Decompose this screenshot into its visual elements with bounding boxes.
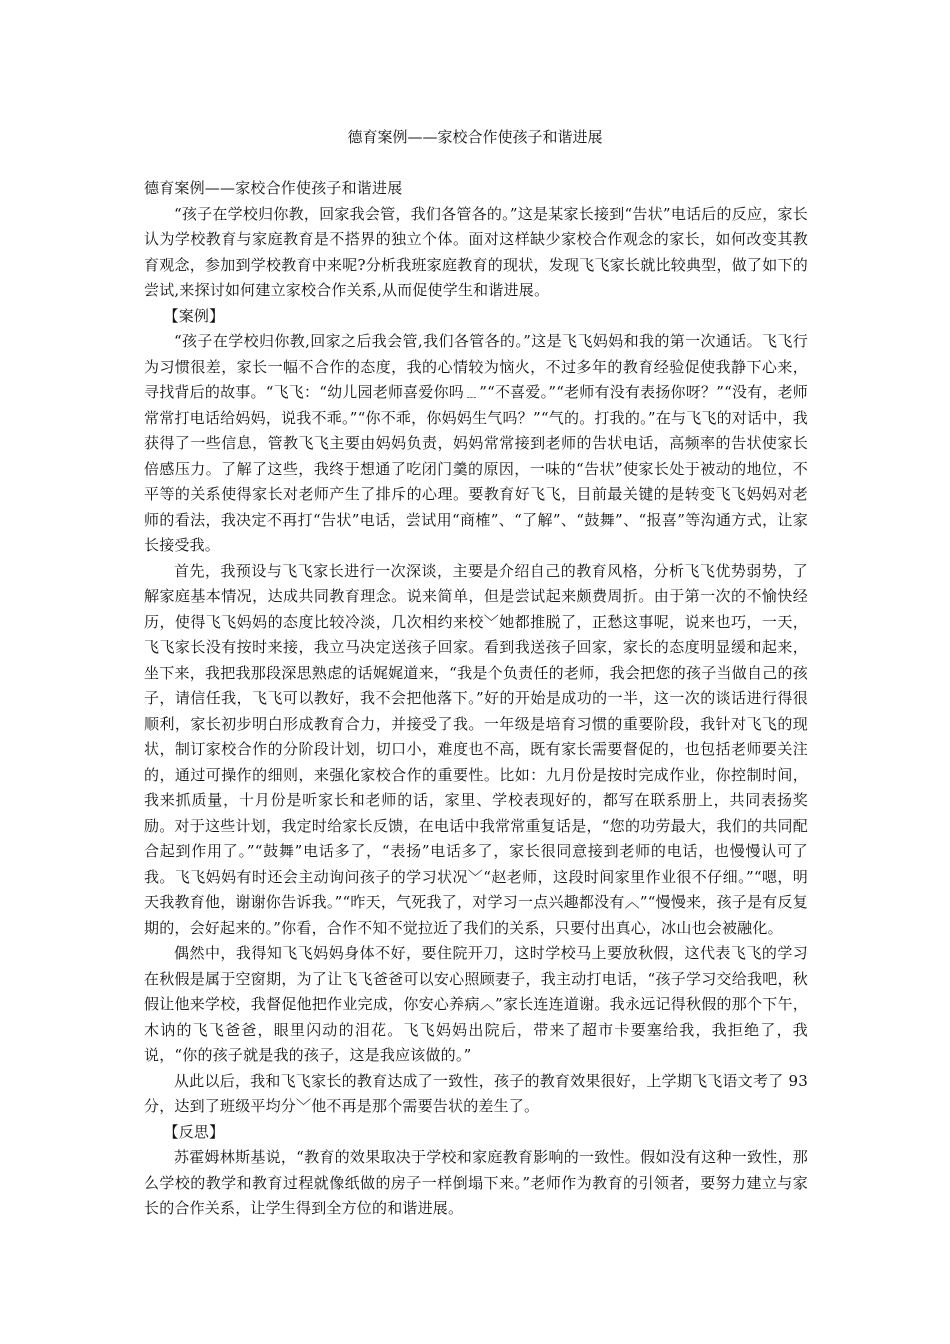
case-paragraph-2: 首先，我预设与飞飞家长进行一次深谈，主要是介绍自己的教育风格，分析飞飞优势弱势，了解家庭基本情况，达成共同教育理念。说来简单，但是尝试起来颇费周折。由于第一次的不愉快经历，使得飞飞妈妈的态度比较冷淡，几次相约来校﹀她都推脱了，正愁这事呢，说来也巧，一天，飞飞家长没有按时来接，我立马决定送孩子回家。看到我送孩子回家，家长的态度明显缓和起来，坐下来，我把我那段深思熟虑的话娓娓道来，“我是个负责任的老师，我会把您的孩子当做自己的孩子，请信任我，飞飞可以教好，我不会把他落下。”好的开始是成功的一半，这一次的谈话进行得很顺利，家长初步明白形成教育合力，并接受了我。一年级是培育习惯的重要阶段，我针对飞飞的现状，制订家校合作的分阶段计划，切口小，难度也不高，既有家长需要督促的，也包括老师要关注的，通过可操作的细则，来强化家校合作的重要性。比如：九月份是按时完成作业，你控制时间，我来抓质量，十月份是听家长和老师的话，家里、学校表现好的，都写在联系册上，共同表扬奖励。对于这些计划，我定时给家长反馈，在电话中我常常重复话是，“您的功劳最大，我们的共同配合起到作用了。”“鼓舞”电话多了，“表扬”电话多了，家长很同意接到老师的电话，也慢慢认可了我。飞飞妈妈有时还会主动询问孩子的学习状况﹀“赵老师，这段时间家里作业很不仔细。”“嗯，明天我教育他，谢谢你告诉我。”“昨天，气死我了，对学习一点兴趣都没有︿”“慢慢来，孩子是有反复期的，会好起来的。”你看，合作不知不觉拉近了我们的关系，只要付出真心，冰山也会被融化。 — [144, 561, 808, 937]
document-subtitle: 德育案例——家校合作使孩子和谐进展 — [144, 179, 403, 197]
case-paragraph-4: 从此以后，我和飞飞家长的教育达成了一致性，孩子的教育效果很好，上学期飞飞语文考了 93 分，达到了班级平均分﹀他不再是那个需要告状的差生了。 — [144, 1071, 808, 1115]
reflection-heading: 【反思】 — [163, 1122, 225, 1141]
page-title: 德育案例——家校合作使孩子和谐进展 — [347, 128, 603, 146]
document-body — [144, 176, 808, 1222]
case-paragraph-1: “孩子在学校归你教,回家之后我会管,我们各管各的。”这是飞飞妈妈和我的第一次通话。飞飞行为习惯很差，家长一幅不合作的态度，我的心情较为恼火，不过多年的教育经验促使我静下心来，寻找背后的故事。“飞飞：“幼儿园老师喜爱你吗﹍”“不喜爱。”“老师有没有表扬你呀？”“没有，老师常常打电话给妈妈，说我不乖。”“你不乖，你妈妈生气吗？”“气的。打我的。”在与飞飞的对话中，我获得了一些信息，管教飞飞主要由妈妈负责，妈妈常常接到老师的告状电话，高频率的告状使家长倍感压力。了解了这些，我终于想通了吃闭门羹的原因，一味的“告状”使家长处于被动的地位，不平等的关系使得家长对老师产生了排斥的心理。要教育好飞飞，目前最关键的是转变飞飞妈妈对老师的看法，我决定不再打“告状”电话，尝试用“商榷”、“了解”、“鼓舞”、“报喜”等沟通方式，让家长接受我。 — [144, 332, 808, 554]
case-paragraph-3: 偶然中，我得知飞飞妈妈身体不好，要住院开刀，这时学校马上要放秋假，这代表飞飞的学习在秋假是属于空窗期，为了让飞飞爸爸可以安心照顾妻子，我主动打电话，“孩子学习交给我吧，秋假让他来学校，我督促他把作业完成，你安心养病︿”家长连连道谢。我永远记得秋假的那个下午，木讷的飞飞爸爸，眼里闪动的泪花。飞飞妈妈出院后，带来了超市卡要塞给我，我拒绝了，我说，“你的孩子就是我的孩子，这是我应该做的。” — [144, 944, 808, 1064]
reflection-paragraph: 苏霍姆林斯基说，“教育的效果取决于学校和家庭教育影响的一致性。假如没有这种一致性，那么学校的教学和教育过程就像纸做的房子一样倒塌下来。”老师作为教育的引领者，要努力建立与家长的合作关系，让学生得到全方位的和谐进展。 — [144, 1148, 808, 1217]
intro-paragraph: “孩子在学校归你教，回家我会管，我们各管各的。”这是某家长接到“告状”电话后的反应，家长认为学校教育与家庭教育是不搭界的独立个体。面对这样缺少家校合作观念的家长，如何改变其教育观念，参加到学校教育中来呢?分析我班家庭教育的现状，发现飞飞家长就比较典型，做了如下的尝试,来探讨如何建立家校合作关系,从而促使学生和谐进展。 — [144, 204, 808, 299]
case-heading: 【案例】 — [163, 306, 225, 325]
